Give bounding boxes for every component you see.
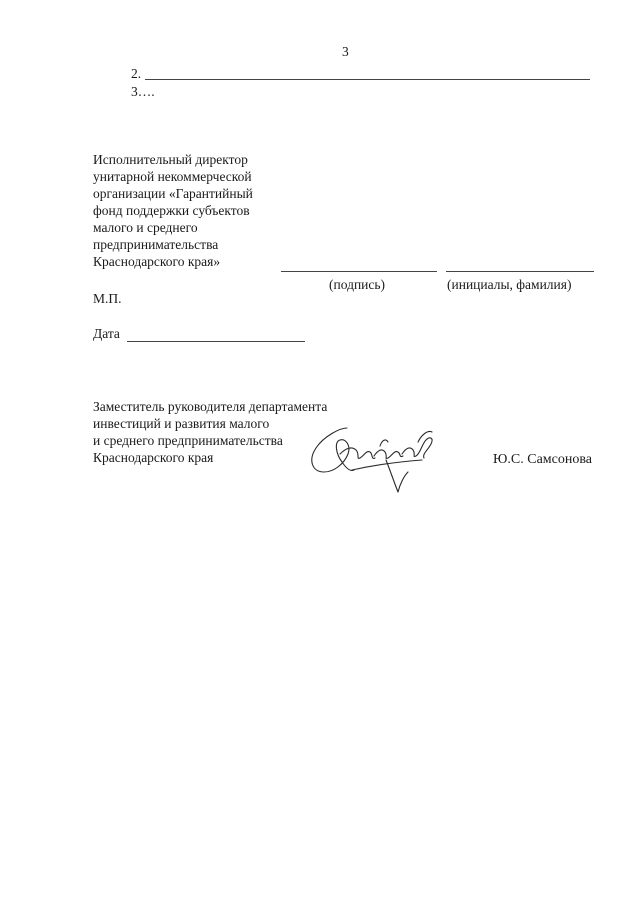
executive-title-line: унитарной некоммерческой [93,169,252,184]
date-blank-line [127,341,305,342]
executive-title-line: Краснодарского края» [93,254,221,269]
deputy-name: Ю.С. Самсонова [493,452,592,467]
item-2-number: 2. [131,66,142,81]
date-label: Дата [93,326,120,341]
executive-title-line: организации «Гарантийный [93,186,253,201]
deputy-title-line: Заместитель руководителя департамента [93,399,328,414]
name-caption: (инициалы, фамилия) [447,277,572,292]
signature-caption: (подпись) [329,277,386,292]
handwritten-signature [300,410,450,505]
item-3-number: 3…. [131,84,155,99]
executive-title-block [93,151,293,270]
deputy-title-line: Краснодарского края [93,450,214,465]
page-number: 3 [342,44,349,59]
signature-blank-line [281,271,437,272]
executive-title-line: фонд поддержки субъектов [93,203,250,218]
deputy-title-line: и среднего предпринимательства [93,433,283,448]
item-2-blank-line [145,79,590,80]
deputy-title-line: инвестиций и развития малого [93,416,270,431]
name-blank-line [446,271,594,272]
executive-title-line: Исполнительный директор [93,152,248,167]
executive-title-line: предпринимательства [93,237,219,252]
executive-title-line: малого и среднего [93,220,198,235]
stamp-label: М.П. [93,291,122,306]
